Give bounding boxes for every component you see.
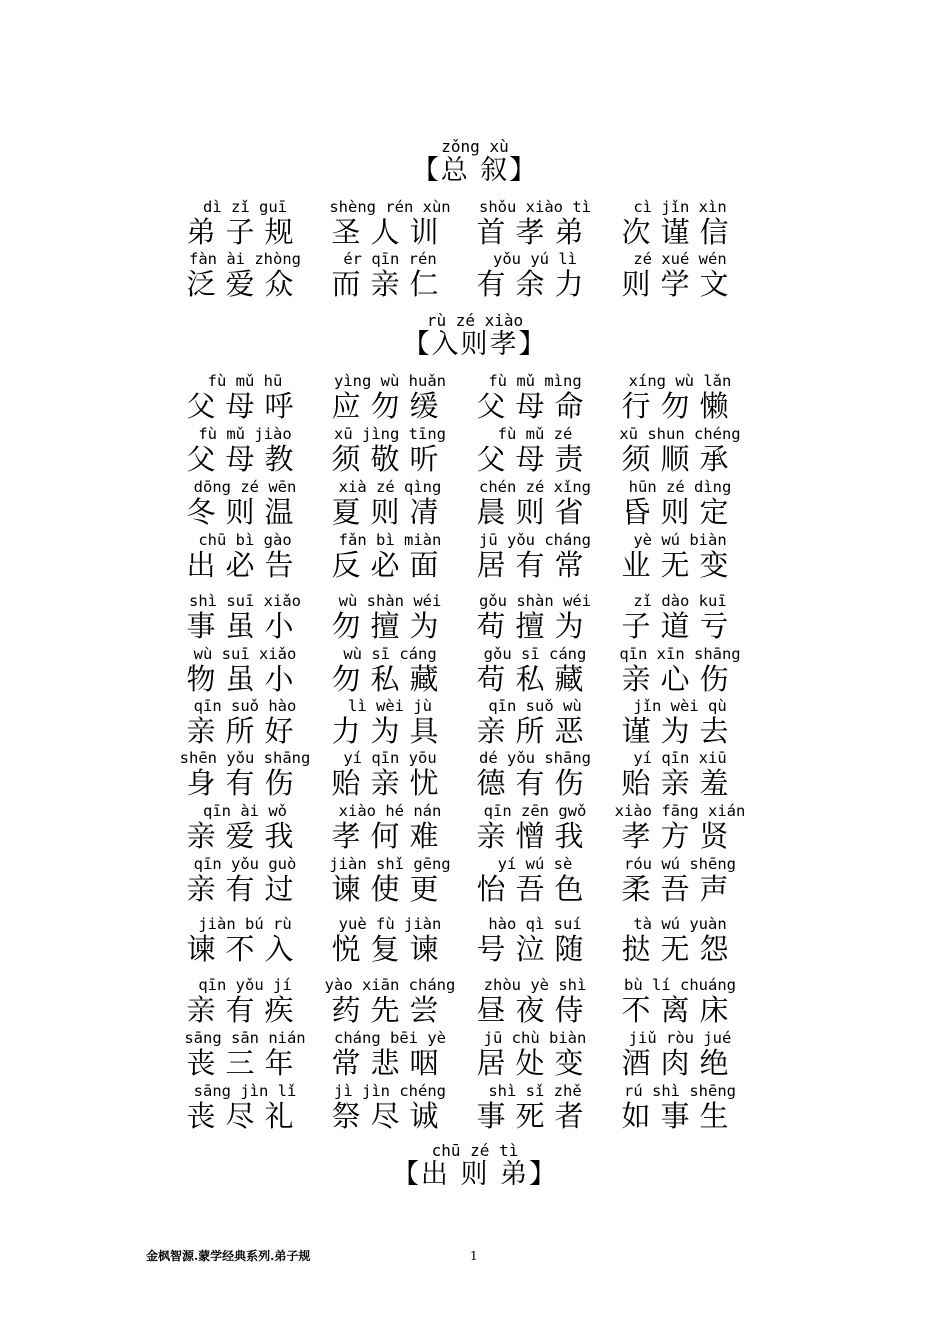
verse-phrase — [170, 976, 320, 1026]
verse-line — [170, 697, 790, 749]
section-heading-zongxu — [0, 138, 950, 186]
verse-phrase — [170, 250, 320, 300]
verse-phrase — [315, 425, 465, 475]
verse-phrase — [170, 372, 320, 422]
verse-phrase — [460, 645, 610, 695]
verse-phrase — [605, 531, 755, 581]
phrase-pinyin: jǐn wèi qù — [633, 697, 727, 715]
verse-phrase — [170, 749, 320, 799]
phrase-pinyin: zǐ dào kuī — [633, 592, 727, 610]
verse-phrase — [170, 425, 320, 475]
phrase-pinyin: yǒu yú lì — [493, 250, 577, 268]
phrase-hanzi: 贻亲忧 — [331, 766, 449, 800]
phrase-pinyin: jiàn shǐ gēng — [329, 855, 451, 873]
phrase-hanzi: 有余力 — [476, 267, 594, 301]
phrase-hanzi: 冬则温 — [186, 495, 304, 529]
phrase-pinyin: dì zǐ guī — [203, 198, 287, 216]
verse-phrase — [460, 425, 610, 475]
phrase-hanzi: 德有伤 — [476, 766, 594, 800]
phrase-pinyin: hào qì suí — [488, 915, 582, 933]
phrase-hanzi: 药先尝 — [331, 993, 449, 1027]
verse-phrase — [605, 198, 755, 248]
phrase-hanzi: 物虽小 — [186, 662, 304, 696]
phrase-pinyin: shì sǐ zhě — [488, 1082, 582, 1100]
verse-phrase — [605, 645, 755, 695]
verse-phrase — [315, 976, 465, 1026]
phrase-hanzi: 丧尽礼 — [186, 1099, 304, 1133]
verse-line — [170, 592, 790, 644]
verse-phrase — [605, 478, 755, 528]
verse-phrase — [460, 1029, 610, 1079]
phrase-pinyin: jì jìn chéng — [334, 1082, 446, 1100]
phrase-hanzi: 反必面 — [331, 548, 449, 582]
verse-phrase — [460, 976, 610, 1026]
phrase-hanzi: 亲有过 — [186, 872, 304, 906]
verse-phrase — [315, 749, 465, 799]
phrase-pinyin: wù suī xiǎo — [193, 645, 297, 663]
phrase-hanzi: 昼夜侍 — [476, 993, 594, 1027]
phrase-pinyin: qīn yǒu jí — [198, 976, 292, 994]
verse-phrase — [605, 1082, 755, 1132]
section-title-pinyin: zǒng xù — [441, 137, 509, 156]
verse-phrase — [460, 915, 610, 965]
phrase-hanzi: 谏不入 — [186, 932, 304, 966]
verse-phrase — [170, 531, 320, 581]
phrase-hanzi: 悦复谏 — [331, 932, 449, 966]
phrase-hanzi: 须顺承 — [621, 442, 739, 476]
section-title: 【总 叙】 — [411, 155, 539, 186]
phrase-hanzi: 贻亲羞 — [621, 766, 739, 800]
verse-phrase — [315, 1029, 465, 1079]
phrase-hanzi: 夏则凊 — [331, 495, 449, 529]
verse-phrase — [460, 478, 610, 528]
section-heading-chuzeti — [0, 1142, 950, 1190]
phrase-pinyin: xū shun chéng — [619, 425, 741, 443]
verse-phrase — [170, 645, 320, 695]
phrase-hanzi: 子道亏 — [621, 609, 739, 643]
phrase-hanzi: 而亲仁 — [331, 267, 449, 301]
phrase-pinyin: cì jǐn xìn — [633, 198, 727, 216]
verse-phrase — [605, 855, 755, 905]
verse-phrase — [460, 749, 610, 799]
phrase-hanzi: 泛爱众 — [186, 267, 304, 301]
verse-line — [170, 531, 790, 583]
phrase-hanzi: 父母教 — [186, 442, 304, 476]
phrase-hanzi: 谏使更 — [331, 872, 449, 906]
phrase-pinyin: dōng zé wēn — [193, 478, 297, 496]
phrase-hanzi: 挞无怨 — [621, 932, 739, 966]
verse-phrase — [605, 425, 755, 475]
phrase-hanzi: 事死者 — [476, 1099, 594, 1133]
phrase-pinyin: qīn zēn gwǒ — [483, 802, 587, 820]
phrase-hanzi: 苟私藏 — [476, 662, 594, 696]
phrase-hanzi: 则学文 — [621, 267, 739, 301]
phrase-hanzi: 亲憎我 — [476, 819, 594, 853]
phrase-pinyin: wù sī cáng — [343, 645, 437, 663]
section-title: 【出 则 弟】 — [391, 1159, 559, 1190]
phrase-pinyin: qīn ài wǒ — [203, 802, 287, 820]
phrase-pinyin: gǒu sī cáng — [483, 645, 587, 663]
phrase-pinyin: yuè fù jiàn — [338, 915, 442, 933]
phrase-pinyin: róu wú shēng — [624, 855, 736, 873]
phrase-hanzi: 勿擅为 — [331, 609, 449, 643]
phrase-pinyin: fù mǔ mìng — [488, 372, 582, 390]
verse-phrase — [170, 802, 320, 852]
verse-phrase — [170, 592, 320, 642]
phrase-pinyin: sāng sān nián — [184, 1029, 306, 1047]
page-footer — [0, 1246, 950, 1266]
phrase-pinyin: fàn ài zhòng — [189, 250, 301, 268]
verse-phrase — [460, 855, 610, 905]
verse-phrase — [605, 1029, 755, 1079]
verse-phrase — [170, 478, 320, 528]
phrase-hanzi: 弟子规 — [186, 215, 304, 249]
verse-phrase — [605, 372, 755, 422]
phrase-pinyin: xū jìng tīng — [334, 425, 446, 443]
verse-line — [170, 372, 790, 424]
phrase-hanzi: 事虽小 — [186, 609, 304, 643]
section-heading-ruzexiao — [0, 312, 950, 360]
verse-line — [170, 976, 790, 1028]
phrase-pinyin: jiàn bú rù — [198, 915, 292, 933]
phrase-pinyin: shēn yǒu shāng — [179, 749, 311, 767]
verse-phrase — [605, 915, 755, 965]
phrase-pinyin: xíng wù lǎn — [628, 372, 732, 390]
phrase-pinyin: chū bì gào — [198, 531, 292, 549]
phrase-hanzi: 首孝弟 — [476, 215, 594, 249]
phrase-hanzi: 须敬听 — [331, 442, 449, 476]
phrase-pinyin: ér qīn rén — [343, 250, 437, 268]
verse-phrase — [170, 198, 320, 248]
verse-line — [170, 425, 790, 477]
phrase-hanzi: 身有伤 — [186, 766, 304, 800]
phrase-pinyin: shèng rén xùn — [329, 198, 451, 216]
verse-phrase — [315, 531, 465, 581]
verse-line — [170, 250, 790, 302]
phrase-pinyin: yào xiān cháng — [324, 976, 456, 994]
phrase-pinyin: fù mǔ zé — [497, 425, 573, 443]
phrase-pinyin: bù lí chuáng — [624, 976, 736, 994]
phrase-hanzi: 昏则定 — [621, 495, 739, 529]
verse-phrase — [605, 749, 755, 799]
phrase-pinyin: rú shì shēng — [624, 1082, 736, 1100]
phrase-pinyin: yí qīn yōu — [343, 749, 437, 767]
phrase-hanzi: 行勿懒 — [621, 389, 739, 423]
phrase-hanzi: 居处变 — [476, 1046, 594, 1080]
verse-line — [170, 478, 790, 530]
phrase-hanzi: 谨为去 — [621, 714, 739, 748]
phrase-pinyin: jiǔ ròu jué — [628, 1029, 732, 1047]
phrase-hanzi: 亲所恶 — [476, 714, 594, 748]
phrase-pinyin: xià zé qìng — [338, 478, 442, 496]
phrase-hanzi: 父母责 — [476, 442, 594, 476]
phrase-hanzi: 勿私藏 — [331, 662, 449, 696]
verse-phrase — [315, 915, 465, 965]
phrase-hanzi: 号泣随 — [476, 932, 594, 966]
phrase-hanzi: 常悲咽 — [331, 1046, 449, 1080]
phrase-pinyin: fǎn bì miàn — [338, 531, 442, 549]
verse-phrase — [315, 372, 465, 422]
phrase-hanzi: 孝何难 — [331, 819, 449, 853]
verse-line — [170, 198, 790, 250]
verse-line — [170, 915, 790, 967]
phrase-hanzi: 父母呼 — [186, 389, 304, 423]
phrase-hanzi: 不离床 — [621, 993, 739, 1027]
verse-phrase — [605, 250, 755, 300]
phrase-pinyin: zhòu yè shì — [483, 976, 587, 994]
verse-phrase — [605, 976, 755, 1026]
phrase-pinyin: jū chù biàn — [483, 1029, 587, 1047]
phrase-pinyin: yè wú biàn — [633, 531, 727, 549]
phrase-hanzi: 业无变 — [621, 548, 739, 582]
footer-page-number: 1 — [470, 1249, 478, 1263]
verse-phrase — [605, 592, 755, 642]
verse-line — [170, 749, 790, 801]
phrase-hanzi: 柔吾声 — [621, 872, 739, 906]
verse-phrase — [315, 250, 465, 300]
verse-phrase — [315, 645, 465, 695]
phrase-pinyin: xiào hé nán — [338, 802, 442, 820]
verse-phrase — [460, 697, 610, 747]
verse-line — [170, 645, 790, 697]
phrase-hanzi: 丧三年 — [186, 1046, 304, 1080]
verse-line — [170, 1029, 790, 1081]
phrase-pinyin: qīn xīn shāng — [619, 645, 741, 663]
verse-phrase — [170, 1082, 320, 1132]
verse-phrase — [170, 697, 320, 747]
verse-phrase — [460, 250, 610, 300]
verse-phrase — [460, 1082, 610, 1132]
phrase-pinyin: hūn zé dìng — [628, 478, 732, 496]
phrase-pinyin: qīn yǒu guò — [193, 855, 297, 873]
phrase-pinyin: tà wú yuàn — [633, 915, 727, 933]
phrase-hanzi: 亲心伤 — [621, 662, 739, 696]
phrase-pinyin: zé xué wén — [633, 250, 727, 268]
verse-phrase — [315, 1082, 465, 1132]
verse-phrase — [460, 592, 610, 642]
section-title-pinyin: rù zé xiào — [426, 311, 524, 330]
phrase-hanzi: 次谨信 — [621, 215, 739, 249]
phrase-pinyin: lì wèi jù — [348, 697, 432, 715]
phrase-pinyin: shǒu xiào tì — [479, 198, 591, 216]
phrase-hanzi: 力为具 — [331, 714, 449, 748]
section-title: 【入则孝】 — [402, 329, 548, 360]
phrase-pinyin: shì suī xiǎo — [189, 592, 301, 610]
phrase-pinyin: xiào fāng xián — [614, 802, 746, 820]
phrase-pinyin: cháng bēi yè — [334, 1029, 446, 1047]
verse-phrase — [315, 802, 465, 852]
phrase-hanzi: 应勿缓 — [331, 389, 449, 423]
section-title-pinyin: chū zé tì — [431, 1141, 519, 1160]
verse-phrase — [605, 802, 755, 852]
verse-phrase — [170, 1029, 320, 1079]
phrase-hanzi: 亲所好 — [186, 714, 304, 748]
verse-phrase — [460, 372, 610, 422]
verse-phrase — [460, 802, 610, 852]
phrase-pinyin: qīn suǒ hào — [193, 697, 297, 715]
phrase-hanzi: 晨则省 — [476, 495, 594, 529]
phrase-hanzi: 酒肉绝 — [621, 1046, 739, 1080]
phrase-pinyin: wù shàn wéi — [338, 592, 442, 610]
phrase-hanzi: 如事生 — [621, 1099, 739, 1133]
phrase-hanzi: 亲爱我 — [186, 819, 304, 853]
verse-phrase — [605, 697, 755, 747]
phrase-pinyin: yí wú sè — [497, 855, 573, 873]
phrase-hanzi: 孝方贤 — [621, 819, 739, 853]
phrase-hanzi: 父母命 — [476, 389, 594, 423]
phrase-hanzi: 亲有疾 — [186, 993, 304, 1027]
verse-phrase — [170, 855, 320, 905]
phrase-pinyin: yìng wù huǎn — [334, 372, 446, 390]
phrase-hanzi: 居有常 — [476, 548, 594, 582]
phrase-pinyin: dé yǒu shāng — [479, 749, 591, 767]
verse-phrase — [315, 198, 465, 248]
phrase-hanzi: 苟擅为 — [476, 609, 594, 643]
phrase-hanzi: 怡吾色 — [476, 872, 594, 906]
phrase-pinyin: jū yǒu cháng — [479, 531, 591, 549]
phrase-pinyin: gǒu shàn wéi — [479, 592, 591, 610]
verse-phrase — [170, 915, 320, 965]
phrase-pinyin: chén zé xǐng — [479, 478, 591, 496]
phrase-hanzi: 祭尽诚 — [331, 1099, 449, 1133]
verse-phrase — [315, 697, 465, 747]
verse-line — [170, 855, 790, 907]
phrase-pinyin: fù mǔ jiào — [198, 425, 292, 443]
verse-phrase — [315, 855, 465, 905]
phrase-hanzi: 圣人训 — [331, 215, 449, 249]
verse-phrase — [315, 592, 465, 642]
phrase-hanzi: 出必告 — [186, 548, 304, 582]
phrase-pinyin: yí qīn xiū — [633, 749, 727, 767]
verse-line — [170, 802, 790, 854]
footer-series-title: 金枫智源.蒙学经典系列.弟子规 — [146, 1249, 311, 1263]
phrase-pinyin: qīn suǒ wù — [488, 697, 582, 715]
phrase-pinyin: fù mǔ hū — [207, 372, 283, 390]
phrase-pinyin: sāng jìn lǐ — [193, 1082, 297, 1100]
verse-line — [170, 1082, 790, 1134]
verse-phrase — [460, 198, 610, 248]
verse-phrase — [315, 478, 465, 528]
verse-phrase — [460, 531, 610, 581]
